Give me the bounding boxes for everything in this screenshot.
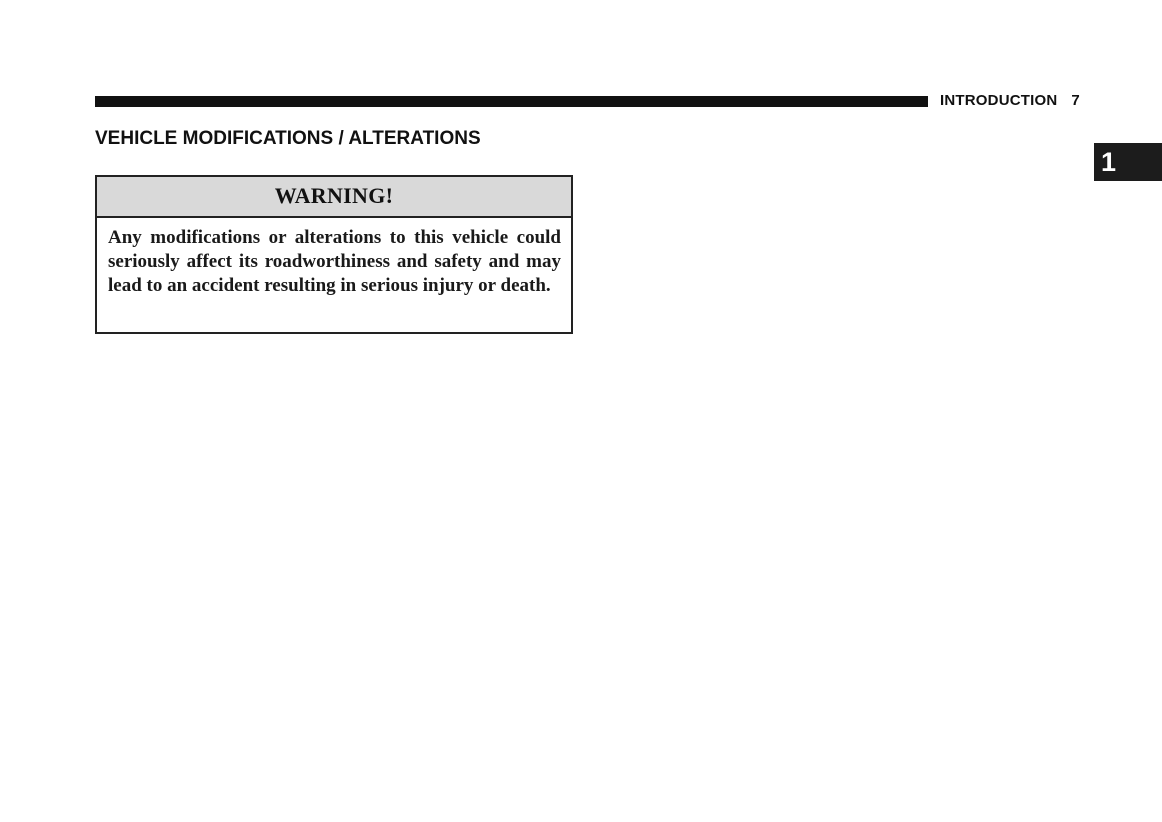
warning-body: Any modifications or alterations to this vehicle could seriously affect its roadworthiness and safety and may lead to an accident resulting in serious injury or death. <box>108 227 561 296</box>
warning-box <box>95 175 573 334</box>
section-heading: VEHICLE MODIFICATIONS / ALTERATIONS <box>95 128 481 149</box>
warning-title: WARNING! <box>97 177 571 218</box>
chapter-tab <box>1094 143 1162 181</box>
chapter-tab-number: 1 <box>1101 147 1117 177</box>
header-rule <box>95 96 928 107</box>
page-number: 7 <box>1071 92 1080 109</box>
running-head-section: INTRODUCTION <box>940 92 1058 109</box>
running-head <box>940 92 1080 109</box>
